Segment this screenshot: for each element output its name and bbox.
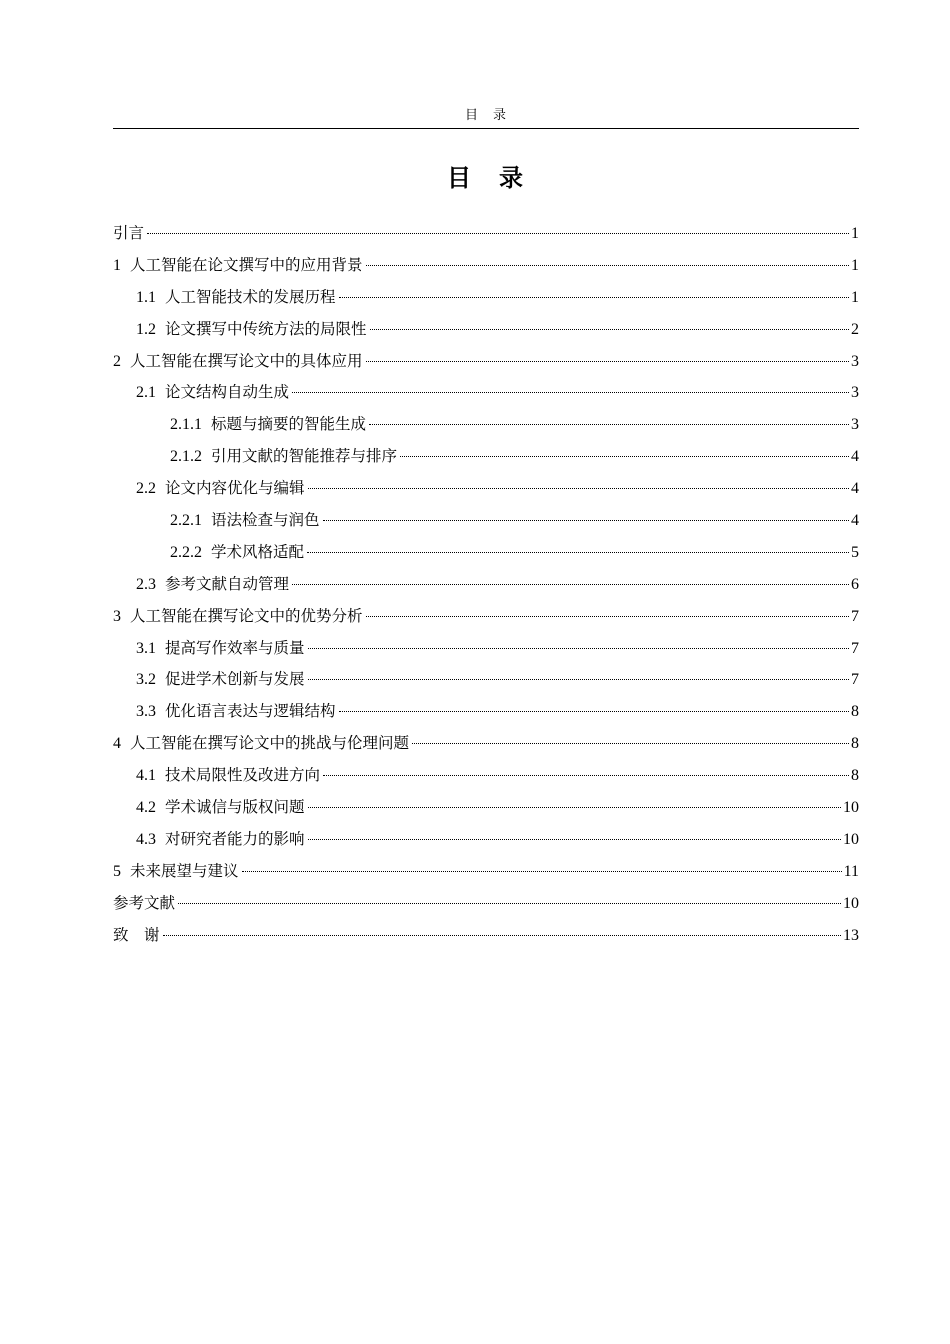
toc-entry-page: 4 xyxy=(851,448,859,466)
dot-leader xyxy=(292,392,849,393)
toc-entry[interactable] xyxy=(113,444,859,476)
dot-leader xyxy=(366,616,849,617)
toc-entry-title: 人工智能技术的发展历程 xyxy=(165,287,336,306)
toc-entry-title: 学术诚信与版权问题 xyxy=(165,798,305,817)
toc-entry-number: 3.3 xyxy=(136,703,156,721)
toc-entry-title: 论文结构自动生成 xyxy=(165,383,290,402)
toc-entry[interactable] xyxy=(113,317,859,349)
toc-entry-number: 5 xyxy=(113,862,121,880)
toc-entry-number: 3.1 xyxy=(136,639,156,657)
toc-entry-title: 优化语言表达与逻辑结构 xyxy=(165,702,336,721)
toc-entry-number: 4.2 xyxy=(136,799,156,817)
dot-leader xyxy=(292,584,849,585)
toc-entry-number: 3.2 xyxy=(136,671,156,689)
toc-entry-page: 10 xyxy=(843,799,859,817)
dot-leader xyxy=(178,903,841,904)
toc-entry-title: 未来展望与建议 xyxy=(130,861,239,880)
toc-entry-page: 5 xyxy=(851,543,859,561)
toc-entry-page: 7 xyxy=(851,607,859,625)
toc-entry-page: 11 xyxy=(843,862,859,880)
dot-leader xyxy=(242,871,842,872)
toc-entry-title: 参考文献自动管理 xyxy=(165,574,290,593)
toc-entry[interactable] xyxy=(113,604,859,636)
dot-leader xyxy=(366,361,849,362)
toc-entry[interactable] xyxy=(113,476,859,508)
dot-leader xyxy=(339,711,849,712)
dot-leader xyxy=(147,233,849,234)
toc-entry-page: 10 xyxy=(843,894,859,912)
toc-entry-title: 促进学术创新与发展 xyxy=(165,670,305,689)
dot-leader xyxy=(308,679,849,680)
toc-entry[interactable] xyxy=(113,667,859,699)
toc-entry[interactable] xyxy=(113,923,859,955)
dot-leader xyxy=(369,424,849,425)
toc-entry-title: 技术局限性及改进方向 xyxy=(165,766,321,785)
toc-entry-page: 10 xyxy=(843,830,859,848)
toc-entry-title: 参考文献 xyxy=(113,893,176,912)
toc-entry[interactable] xyxy=(113,731,859,763)
toc-entry-page: 13 xyxy=(843,926,859,944)
toc-entry[interactable] xyxy=(113,380,859,412)
toc-entry-title: 人工智能在撰写论文中的挑战与伦理问题 xyxy=(130,734,410,753)
toc-entry-number: 1.2 xyxy=(136,320,156,338)
toc-entry[interactable] xyxy=(113,412,859,444)
toc-entry-page: 1 xyxy=(851,288,859,306)
toc-entry-page: 4 xyxy=(851,480,859,498)
toc-entry[interactable] xyxy=(113,285,859,317)
toc-entry-title: 语法检查与润色 xyxy=(211,511,320,530)
toc-entry-title: 人工智能在撰写论文中的具体应用 xyxy=(130,351,363,370)
dot-leader xyxy=(323,775,849,776)
toc-entry-number: 2.1.1 xyxy=(170,416,202,434)
toc-entry-page: 6 xyxy=(851,575,859,593)
toc-entry[interactable] xyxy=(113,827,859,859)
toc-entry[interactable] xyxy=(113,795,859,827)
toc-entry-page: 7 xyxy=(851,639,859,657)
toc-entry-number: 4 xyxy=(113,735,121,753)
dot-leader xyxy=(412,743,849,744)
toc-entry[interactable] xyxy=(113,859,859,891)
dot-leader xyxy=(339,297,849,298)
toc-entry-number: 2.1 xyxy=(136,384,156,402)
dot-leader xyxy=(308,488,849,489)
toc-entry-number: 2.3 xyxy=(136,575,156,593)
dot-leader xyxy=(400,456,849,457)
toc-entry-title: 论文内容优化与编辑 xyxy=(165,479,305,498)
dot-leader xyxy=(366,265,849,266)
toc-entry[interactable] xyxy=(113,636,859,668)
toc-entry[interactable] xyxy=(113,253,859,285)
dot-leader xyxy=(163,935,841,936)
toc-entry-page: 8 xyxy=(851,703,859,721)
running-header: 目 录 xyxy=(113,104,859,129)
toc-entry-number: 4.3 xyxy=(136,830,156,848)
toc-entry[interactable] xyxy=(113,508,859,540)
toc-entry-title: 论文撰写中传统方法的局限性 xyxy=(165,319,367,338)
table-of-contents xyxy=(113,221,859,954)
toc-entry-page: 3 xyxy=(851,384,859,402)
toc-entry[interactable] xyxy=(113,763,859,795)
toc-entry[interactable] xyxy=(113,349,859,381)
toc-entry-title: 对研究者能力的影响 xyxy=(165,829,305,848)
dot-leader xyxy=(308,839,841,840)
dot-leader xyxy=(308,807,841,808)
toc-entry-title: 提高写作效率与质量 xyxy=(165,638,305,657)
toc-entry[interactable] xyxy=(113,221,859,253)
toc-entry[interactable] xyxy=(113,699,859,731)
toc-entry-number: 2.2.2 xyxy=(170,543,202,561)
toc-entry-title: 引言 xyxy=(113,224,145,242)
toc-entry[interactable] xyxy=(113,891,859,923)
toc-entry-number: 2 xyxy=(113,352,121,370)
toc-entry[interactable] xyxy=(113,572,859,604)
toc-entry-title: 人工智能在论文撰写中的应用背景 xyxy=(130,255,363,274)
toc-entry-page: 7 xyxy=(851,671,859,689)
page-title: 目 录 xyxy=(447,164,525,192)
toc-entry-title: 人工智能在撰写论文中的优势分析 xyxy=(130,606,363,625)
toc-entry-page: 1 xyxy=(851,225,859,242)
toc-entry-number: 2.2.1 xyxy=(170,512,202,530)
toc-entry-title: 学术风格适配 xyxy=(211,542,305,561)
dot-leader xyxy=(323,520,849,521)
toc-entry-title: 致 谢 xyxy=(113,925,160,944)
dot-leader xyxy=(308,648,849,649)
toc-entry-page: 2 xyxy=(851,320,859,338)
dot-leader xyxy=(370,329,849,330)
toc-entry-page: 8 xyxy=(851,735,859,753)
toc-entry-number: 3 xyxy=(113,607,121,625)
dot-leader xyxy=(307,552,849,553)
toc-entry-number: 2.1.2 xyxy=(170,448,202,466)
toc-entry-number: 1 xyxy=(113,256,121,274)
toc-entry-number: 4.1 xyxy=(136,767,156,785)
toc-entry-page: 4 xyxy=(851,512,859,530)
toc-entry-page: 3 xyxy=(851,416,859,434)
toc-entry-number: 2.2 xyxy=(136,480,156,498)
toc-entry-title: 标题与摘要的智能生成 xyxy=(211,415,367,434)
toc-entry[interactable] xyxy=(113,540,859,572)
toc-entry-page: 8 xyxy=(851,767,859,785)
toc-entry-page: 3 xyxy=(851,352,859,370)
toc-entry-number: 1.1 xyxy=(136,288,156,306)
toc-entry-title: 引用文献的智能推荐与排序 xyxy=(211,447,398,466)
toc-entry-page: 1 xyxy=(851,256,859,274)
